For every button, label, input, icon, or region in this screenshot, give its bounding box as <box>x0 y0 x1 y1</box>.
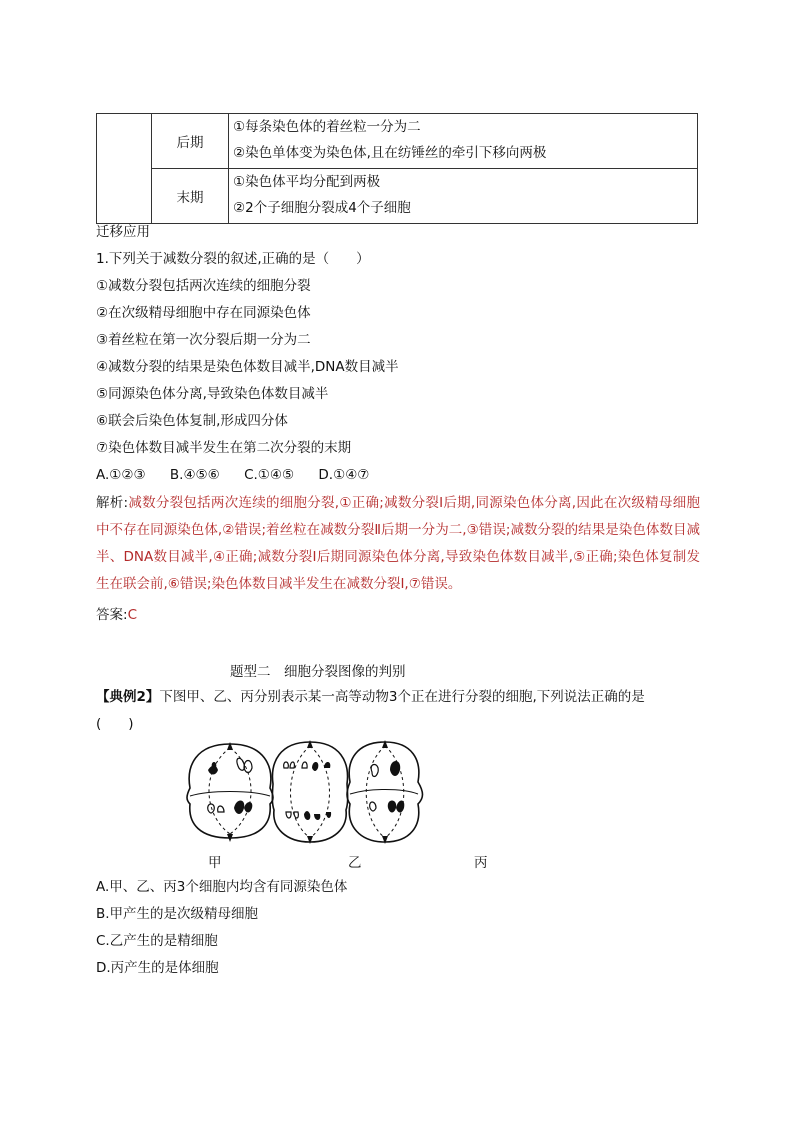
answer-value: C <box>127 607 137 623</box>
table-row <box>97 169 698 224</box>
stage-item: ②染色单体变为染色体,且在纺锤丝的牵引下移向两极 <box>233 145 547 161</box>
example-label: 【典例2】 <box>96 689 160 705</box>
option-d: D.①④⑦ <box>318 467 370 483</box>
analysis-paragraph <box>96 490 700 598</box>
table-blank-cell <box>97 114 152 224</box>
figure-label-jia: 甲 <box>208 855 222 871</box>
statement: ④减数分裂的结果是染色体数目减半,DNA数目减半 <box>96 359 399 375</box>
question-stem: 1.下列关于减数分裂的叙述,正确的是（ ） <box>96 251 370 267</box>
stage-description-cell <box>229 169 698 224</box>
meiosis-stage-table <box>96 113 698 224</box>
answer-options <box>96 465 369 485</box>
chromosomes-bing <box>370 761 405 813</box>
stage-description-cell <box>229 114 698 169</box>
stage-item: ①每条染色体的着丝粒一分为二 <box>233 119 421 135</box>
statement: ⑦染色体数目减半发生在第二次分裂的末期 <box>96 440 352 456</box>
stage-item: ②2个子细胞分裂成4个子细胞 <box>233 200 411 216</box>
answer-line <box>96 605 137 625</box>
answer-label: 答案: <box>96 607 128 623</box>
example-option-d: D.丙产生的是体细胞 <box>96 960 219 976</box>
cell-yi-membrane <box>272 742 347 842</box>
analysis-text: 减数分裂包括两次连续的细胞分裂,①正确;减数分裂Ⅰ后期,同源染色体分离,因此在次级精母细胞中不存在同源染色体,②错误;着丝粒在减数分裂Ⅱ后期一分为二,③错误;减数分裂的结果是染色体数目减半、DNA数目减半,④正确;减数分裂Ⅰ后期同源染色体分离,导致染色体数目减半,⑤正确;染色体复制发生在联会前,⑥错误;染色体数目减半发生在减数分裂Ⅰ,⑦错误。 <box>96 495 700 592</box>
cell-division-figure <box>180 738 430 846</box>
table-row <box>97 114 698 169</box>
example-stem <box>96 687 645 707</box>
option-c: C.①④⑤ <box>244 467 295 483</box>
analysis-label: 解析: <box>96 495 129 511</box>
option-b: B.④⑤⑥ <box>169 467 220 483</box>
section-heading: 题型二 细胞分裂图像的判别 <box>230 664 406 680</box>
example-paren: ( ) <box>96 716 134 732</box>
option-a: A.①②③ <box>96 467 146 483</box>
figure-label-yi: 乙 <box>348 855 362 871</box>
example-option-a: A.甲、乙、丙3个细胞内均含有同源染色体 <box>96 879 348 895</box>
statement: ⑥联会后染色体复制,形成四分体 <box>96 413 288 429</box>
figure-label-bing: 丙 <box>474 855 488 871</box>
statement: ②在次级精母细胞中存在同源染色体 <box>96 305 311 321</box>
statement: ⑤同源染色体分离,导致染色体数目减半 <box>96 386 329 402</box>
statement: ①减数分裂包括两次连续的细胞分裂 <box>96 278 311 294</box>
section-label: 迁移应用 <box>96 224 150 240</box>
statement: ③着丝粒在第一次分裂后期一分为二 <box>96 332 311 348</box>
stage-name-cell: 后期 <box>152 114 229 169</box>
stage-name-cell: 末期 <box>152 169 229 224</box>
example-option-c: C.乙产生的是精细胞 <box>96 933 218 949</box>
stage-item: ①染色体平均分配到两极 <box>233 174 381 190</box>
example-text: 下图甲、乙、丙分别表示某一高等动物3个正在进行分裂的细胞,下列说法正确的是 <box>159 689 645 705</box>
example-option-b: B.甲产生的是次级精母细胞 <box>96 906 259 922</box>
